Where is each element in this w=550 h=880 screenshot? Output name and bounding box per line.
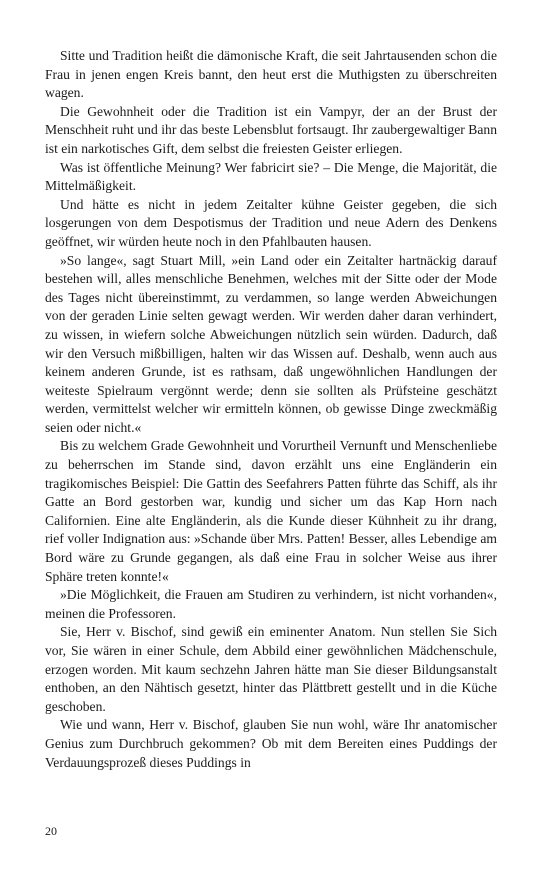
paragraph-7: »Die Möglichkeit, die Frauen am Studiren zu verhindern, ist nicht vorhanden«, meinen die Professoren. (45, 587, 497, 621)
paragraph-8: Sie, Herr v. Bischof, sind gewiß ein eminenter Anatom. Nun stellen Sie Sich vor, Sie wären in einer Schule, dem Abbild einer gewöhnlichen Mädchenschule, erzogen worden. Mit kaum sechzehn Jahren hätte man Sie dieser Bildungsanstalt enthoben, an den Nähtisch gesetzt, hinter das Plättbrett gestellt und in die Küche geschoben. (45, 624, 497, 714)
paragraph-6: Bis zu welchem Grade Gewohnheit und Vorurtheil Vernunft und Menschenliebe zu beherrschen im Stande sind, davon erzählt uns eine Engländerin ein tragikomisches Beispiel: Die Gattin des Seefahrers Patten führte das Schiff, als ihr Gatte an Bord gestorben war, kundig und sicher um das Kap Horn nach Californien. Eine alte Engländerin, als die Kunde dieser Kühnheit zu ihr drang, rief voller Indignation aus: »Schande über Mrs. Patten! Besser, alles Lebendige am Bord wäre zu Grunde gegangen, als daß eine Frau in solcher Weise aus ihrer Sphäre treten konnte!« (45, 438, 497, 584)
paragraph-5: »So lange«, sagt Stuart Mill, »ein Land oder ein Zeitalter hartnäckig darauf bestehen will, alles menschliche Benehmen, welches mit der Sitte oder der Mode des Tages nicht übereinstimmt, zu verdammen, so lange werden Abweichungen von der geraden Linie selten gewagt werden. Wir werden daher daran verhindert, zu wissen, in wiefern solche Abweichungen nützlich sein würden. Dadurch, daß wir den Versuch mißbilligen, halten wir das Wissen auf. Deshalb, wenn auch aus keinem anderen Grunde, ist es rathsam, daß ungewöhnlichen Handlungen der weiteste Spielraum vergönnt werde; denn sie sollten als Prüfsteine geschätzt werden, vermittelst welcher wir ermitteln können, ob gewisse Dinge zweckmäßig seien oder nicht.« (45, 252, 497, 435)
paragraph-9: Wie und wann, Herr v. Bischof, glauben Sie nun wohl, wäre Ihr anatomischer Genius zum Durchbruch gekommen? Ob mit dem Bereiten eines Puddings der Verdauungsprozeß dieses Puddings in (45, 717, 497, 770)
page-body (45, 47, 497, 772)
paragraph-4: Und hätte es nicht in jedem Zeitalter kühne Geister gegeben, die sich losgerungen von dem Despotismus der Tradition und neue Adern des Denkens geöffnet, wir würden heute noch in den Pfahlbauten hausen. (45, 196, 497, 249)
paragraph-1: Sitte und Tradition heißt die dämonische Kraft, die seit Jahrtausenden schon die Frau in jenen engen Kreis bannt, den heut erst die Muthigsten zu überschreiten wagen. (45, 48, 497, 101)
paragraph-2: Die Gewohnheit oder die Tradition ist ein Vampyr, der an der Brust der Menschheit ruht und ihr das beste Lebensblut fortsaugt. Ihr zaubergewaltiger Bann ist ein narkotisches Gift, dem selbst die freiesten Geister erliegen. (45, 103, 497, 156)
paragraph-3: Was ist öffentliche Meinung? Wer fabricirt sie? – Die Menge, die Majorität, die Mittelmäßigkeit. (45, 159, 497, 194)
page-number: 20 (45, 824, 57, 838)
